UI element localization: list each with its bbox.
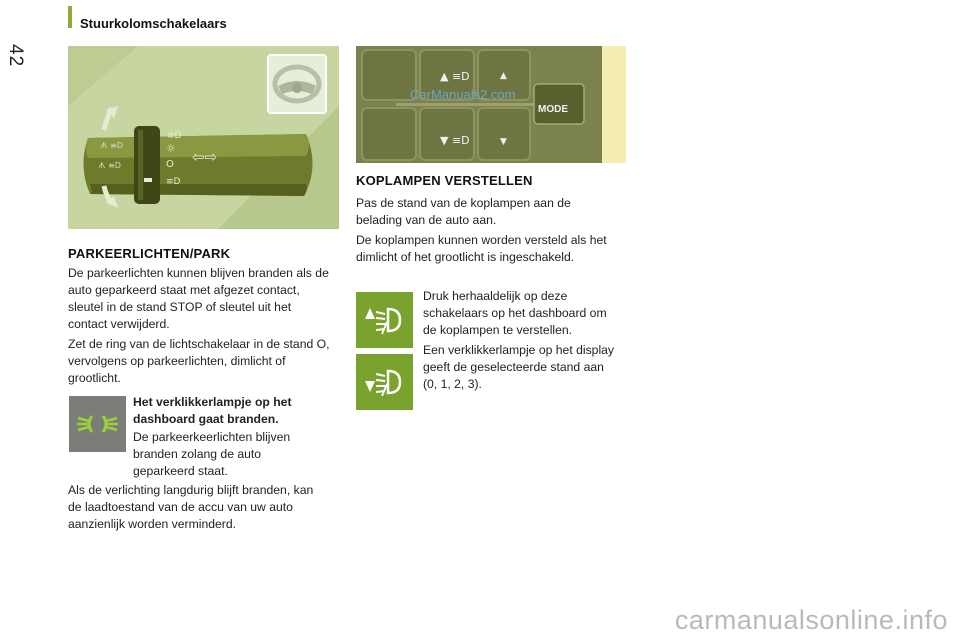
headlamp-heading: KOPLAMPEN VERSTELLEN [356, 173, 533, 188]
battery-note: Als de verlichting langdurig blijft branden, kan de laadtoestand van de accu van uw auto aanzienlijk worden verminderd. [68, 483, 314, 531]
svg-text:≡D: ≡D [166, 177, 181, 187]
svg-text:⇦⇨: ⇦⇨ [192, 148, 218, 166]
svg-text:☼: ☼ [166, 142, 176, 155]
parking-paragraph-1: De parkeerlichten kunnen blijven branden als de auto geparkeerd staat met afgezet contact, sleutel in de stand STOP of sleutel uit het contact verwijderd. [68, 266, 329, 331]
light-stalk-illustration [68, 46, 339, 229]
section-title: Stuurkolomschakelaars [80, 16, 227, 31]
steering-wheel-icon [268, 55, 326, 113]
mode-button-label: MODE [538, 104, 568, 115]
parking-heading: PARKEERLICHTEN/PARK [68, 246, 231, 261]
section-header-bar [68, 6, 72, 28]
parking-light-indicator-icon [69, 396, 126, 452]
page-number: 42 [5, 44, 26, 68]
headlamp-level-up-icon [356, 292, 413, 348]
dashboard-switch-photo [356, 46, 626, 163]
headlamp-level-down-icon [356, 354, 413, 410]
indicator-text: De parkeerkeerlichten blijven branden zolang de auto geparkeerd staat. [133, 430, 291, 478]
footer-watermark: carmanualsonline.info [674, 605, 948, 635]
headlamp-paragraph-2: De koplampen kunnen worden versteld als het dimlicht of het grootlicht is ingeschakeld. [356, 233, 607, 264]
svg-text:ᗑ ≡D: ᗑ ≡D [100, 141, 123, 150]
parking-paragraph-2: Zet de ring van de lichtschakelaar in de stand O, vervolgens op parkeerlichten, dimlicht of grootlicht. [68, 337, 330, 385]
indicator-heading: Het verklikkerlampje op het dashboard gaat branden. [133, 395, 292, 426]
svg-text:≡D: ≡D [167, 131, 182, 141]
svg-text:O: O [166, 159, 174, 170]
svg-text:ᗑ ≡D: ᗑ ≡D [98, 161, 121, 170]
headlamp-display-note: Een verklikkerlampje op het display geeft de geselecteerde stand aan (0, 1, 2, 3). [423, 343, 615, 391]
svg-text:▲ ≡D: ▲ ≡D [440, 70, 470, 83]
photo-watermark: CarManuals2.com [410, 87, 516, 102]
headlamp-instruction: Druk herhaaldelijk op deze schakelaars op het dashboard om de koplampen te verstellen. [423, 289, 607, 337]
headlamp-paragraph-1: Pas de stand van de koplampen aan de belading van de auto aan. [356, 196, 571, 227]
svg-text:▲: ▲ [500, 71, 507, 81]
svg-text:▼ ≡D: ▼ ≡D [440, 134, 470, 147]
svg-text:▼: ▼ [500, 137, 507, 147]
